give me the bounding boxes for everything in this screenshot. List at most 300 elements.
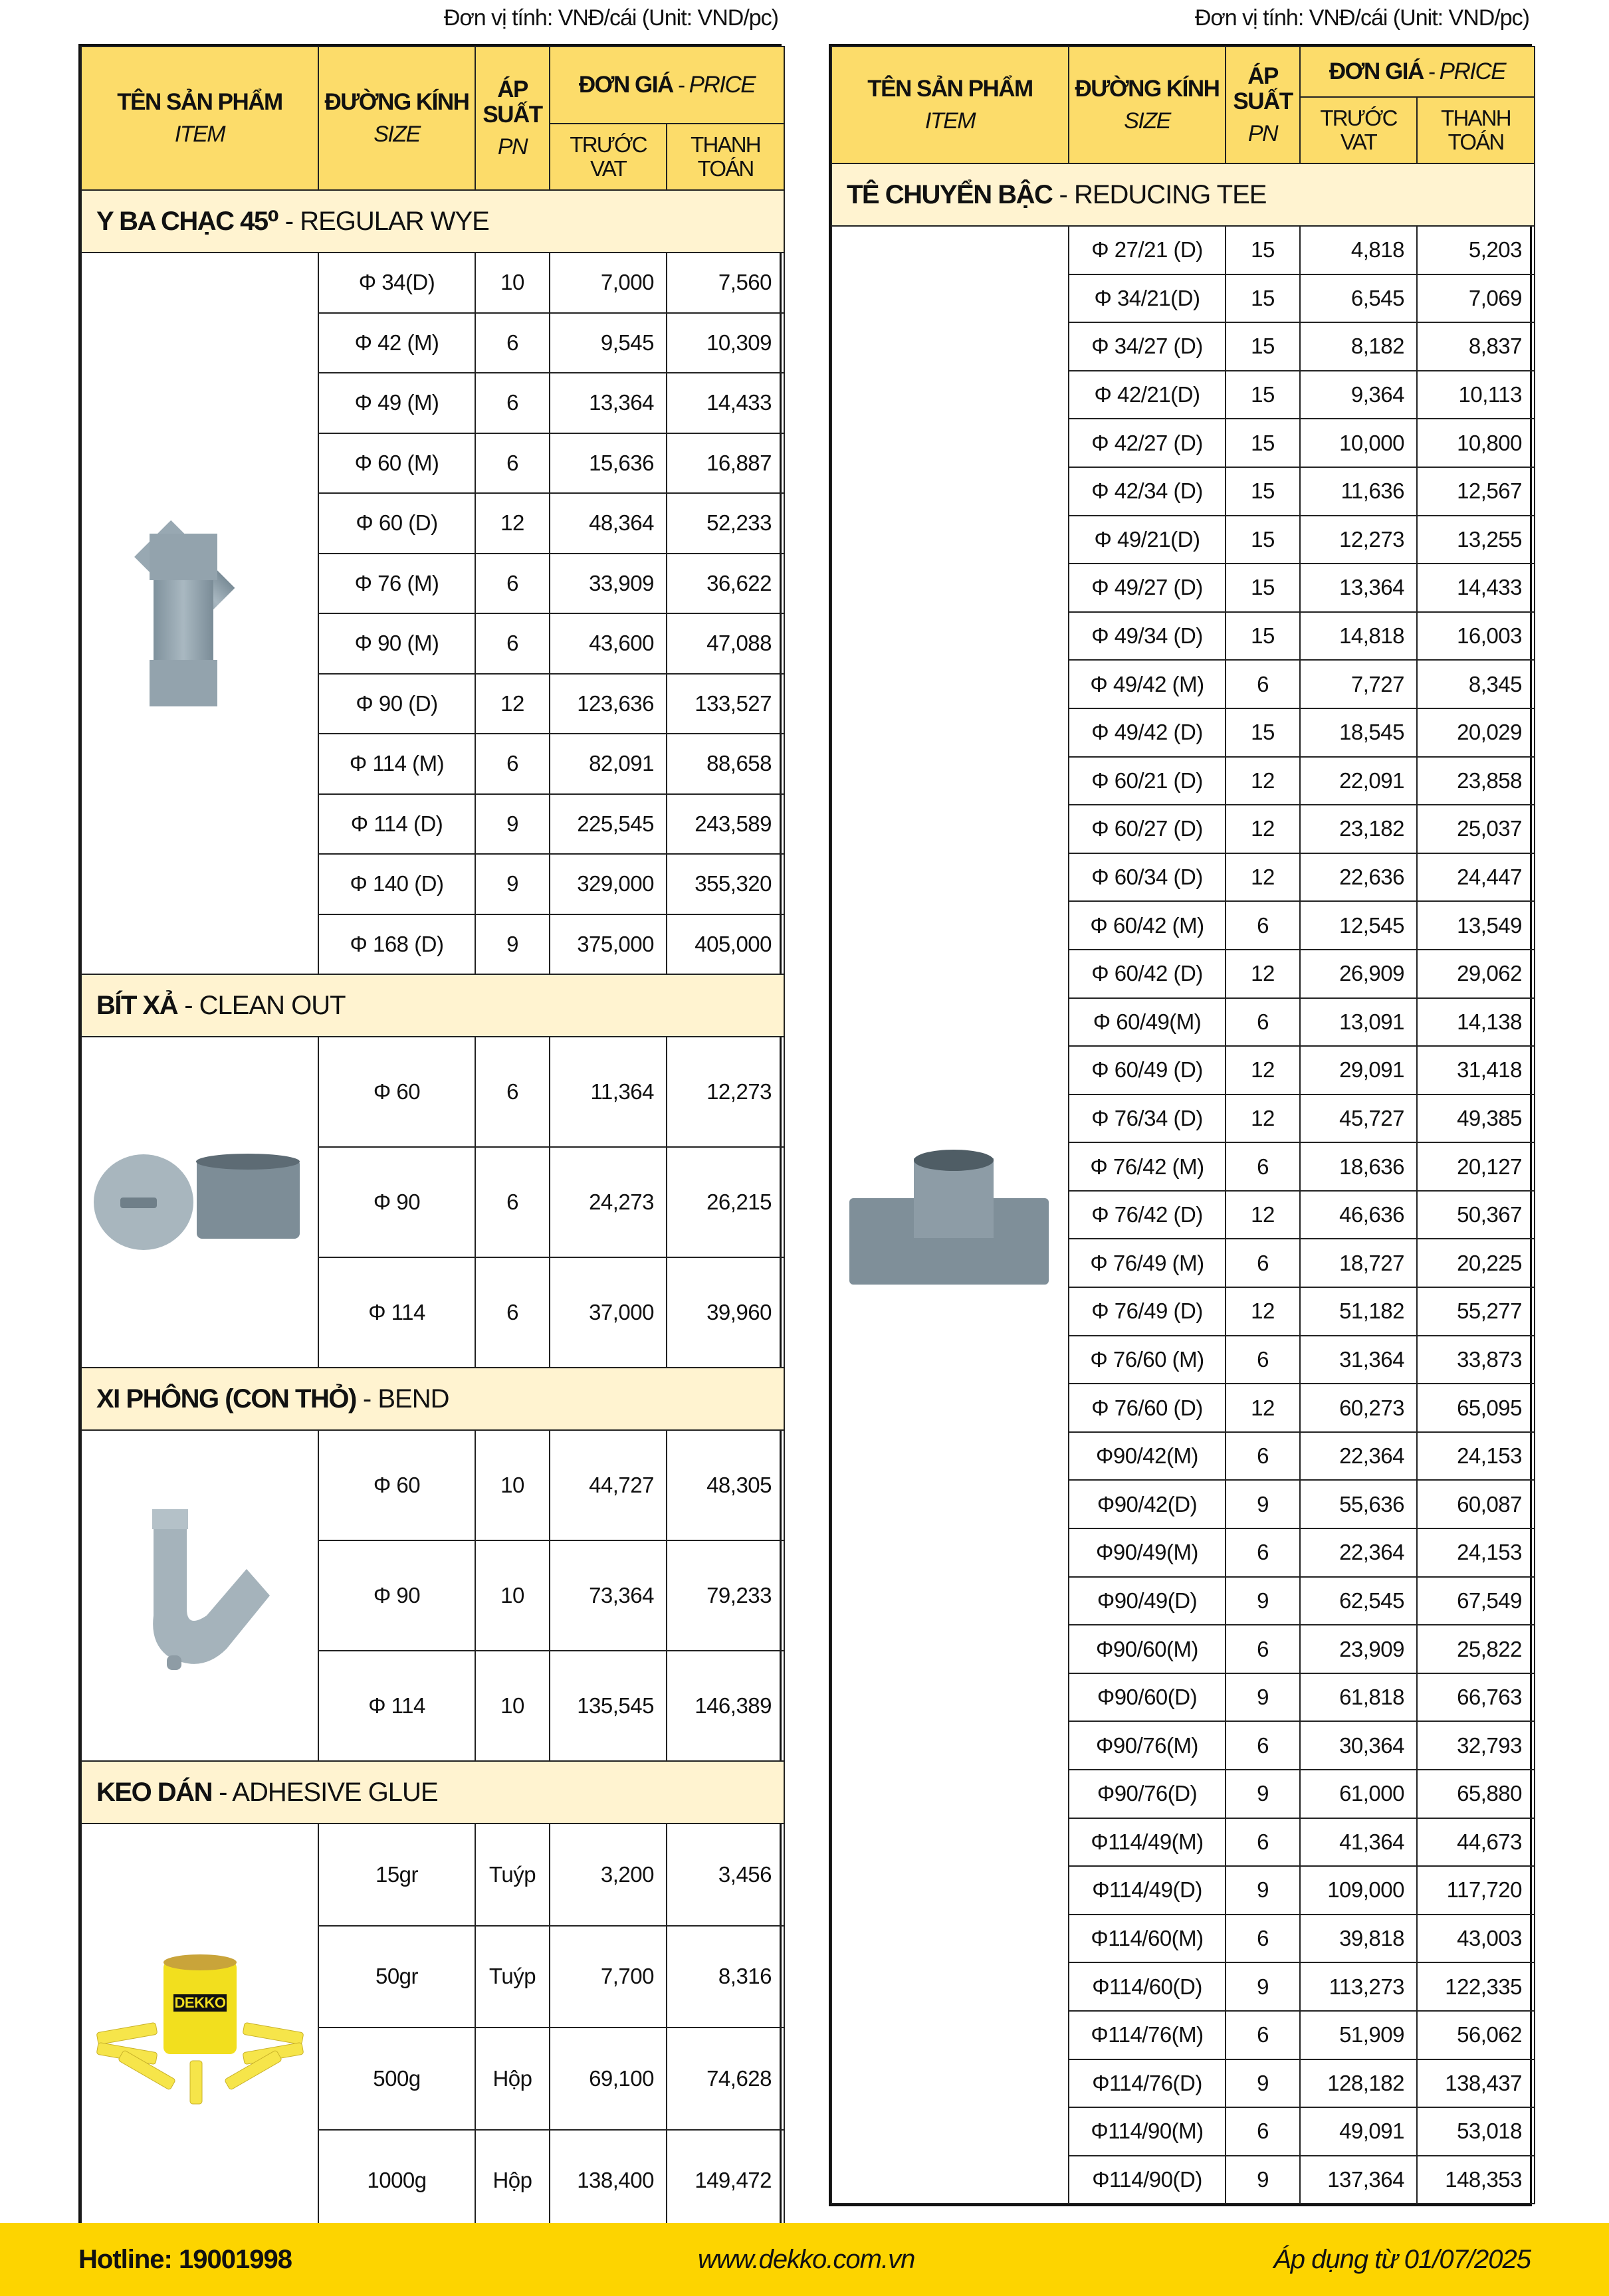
size-cell: Φ90/42(M) (1069, 1432, 1226, 1481)
price-payment-cell: 10,309 (667, 313, 784, 373)
price-before-vat-cell: 22,364 (1300, 1432, 1417, 1481)
price-before-vat-cell: 41,364 (1300, 1818, 1417, 1867)
price-before-vat-cell: 44,727 (550, 1430, 667, 1540)
section-header (81, 190, 784, 253)
price-before-vat-cell: 33,909 (550, 554, 667, 614)
price-payment-cell: 7,069 (1417, 274, 1535, 323)
price-before-vat-cell: 37,000 (550, 1257, 667, 1368)
price-before-vat-cell: 138,400 (550, 2130, 667, 2232)
pn-cell: 6 (475, 1257, 550, 1368)
footer-bar (0, 2223, 1609, 2296)
price-payment-cell: 20,225 (1417, 1239, 1535, 1287)
price-before-vat-cell: 12,273 (1300, 516, 1417, 564)
pn-cell: Hộp (475, 2130, 550, 2232)
header-before-vat: TRƯỚC VAT (1300, 97, 1417, 163)
effective-date: Áp dụng từ 01/07/2025 (1273, 2245, 1531, 2274)
size-cell: Φ 114 (M) (318, 734, 475, 794)
size-cell: Φ 60/21 (D) (1069, 757, 1226, 805)
price-before-vat-cell: 8,182 (1300, 322, 1417, 371)
size-cell: Φ 42 (M) (318, 313, 475, 373)
section-title-en: - ADHESIVE GLUE (211, 1777, 438, 1807)
size-cell: Φ114/49(D) (1069, 1866, 1226, 1915)
size-cell: Φ 76/60 (M) (1069, 1336, 1226, 1384)
price-before-vat-cell: 12,545 (1300, 901, 1417, 950)
pn-cell: 12 (1226, 1384, 1300, 1432)
price-payment-cell: 65,095 (1417, 1384, 1535, 1432)
price-payment-cell: 52,233 (667, 493, 784, 554)
svg-text:DEKKO: DEKKO (174, 1994, 225, 2011)
price-payment-cell: 74,628 (667, 2028, 784, 2130)
size-cell: Φ 60/49(M) (1069, 998, 1226, 1047)
price-payment-cell: 88,658 (667, 734, 784, 794)
price-before-vat-cell: 43,600 (550, 613, 667, 674)
hotline: Hotline: 19001998 (78, 2245, 292, 2274)
header-item: TÊN SẢN PHẨM ITEM (831, 47, 1069, 163)
section-title-en: - REDUCING TEE (1052, 179, 1267, 209)
price-payment-cell: 355,320 (667, 854, 784, 914)
section-title-vi: BÍT XẢ (96, 990, 178, 1020)
price-payment-cell: 43,003 (1417, 1915, 1535, 1963)
price-payment-cell: 56,062 (1417, 2011, 1535, 2059)
price-before-vat-cell: 18,545 (1300, 708, 1417, 757)
pn-cell: 10 (475, 1651, 550, 1761)
table-row (81, 253, 784, 313)
size-cell: Φ 76/34 (D) (1069, 1095, 1226, 1143)
price-payment-cell: 53,018 (1417, 2107, 1535, 2156)
pn-cell: 6 (475, 373, 550, 433)
pn-cell: 9 (1226, 1673, 1300, 1722)
pn-cell: 6 (475, 433, 550, 494)
price-payment-cell: 149,472 (667, 2130, 784, 2232)
section-title-en: - REGULAR WYE (278, 207, 489, 236)
price-before-vat-cell: 55,636 (1300, 1480, 1417, 1528)
pn-cell: 9 (1226, 1866, 1300, 1915)
pn-cell: 12 (1226, 950, 1300, 998)
pn-cell: 6 (1226, 1432, 1300, 1481)
price-before-vat-cell: 62,545 (1300, 1577, 1417, 1625)
size-cell: Φ90/49(M) (1069, 1528, 1226, 1577)
price-payment-cell: 13,255 (1417, 516, 1535, 564)
size-cell: Φ 60/49 (D) (1069, 1046, 1226, 1095)
price-before-vat-cell: 109,000 (1300, 1866, 1417, 1915)
pn-cell: 15 (1226, 322, 1300, 371)
pn-cell: Tuýp (475, 1824, 550, 1926)
price-before-vat-cell: 4,818 (1300, 226, 1417, 274)
size-cell: Φ 34(D) (318, 253, 475, 313)
price-payment-cell: 33,873 (1417, 1336, 1535, 1384)
size-cell: Φ114/90(M) (1069, 2107, 1226, 2156)
header-price: ĐƠN GIÁ - PRICE (1300, 47, 1535, 97)
price-payment-cell: 12,567 (1417, 467, 1535, 516)
unit-note-left: Đơn vị tính: VNĐ/cái (Unit: VND/pc) (443, 5, 778, 31)
pn-cell: 6 (1226, 2011, 1300, 2059)
pn-cell: 12 (1226, 1095, 1300, 1143)
header-size: ĐƯỜNG KÍNH SIZE (318, 47, 475, 190)
size-cell: Φ 49/21(D) (1069, 516, 1226, 564)
pn-cell: 15 (1226, 371, 1300, 419)
price-payment-cell: 148,353 (1417, 2156, 1535, 2204)
size-cell: Φ 27/21 (D) (1069, 226, 1226, 274)
table-row (81, 1824, 784, 1926)
price-payment-cell: 146,389 (667, 1651, 784, 1761)
price-before-vat-cell: 7,727 (1300, 660, 1417, 708)
price-table-left (78, 44, 782, 2234)
price-before-vat-cell: 60,273 (1300, 1384, 1417, 1432)
pn-cell: 15 (1226, 419, 1300, 467)
pn-cell: 12 (1226, 1191, 1300, 1239)
price-payment-cell: 67,549 (1417, 1577, 1535, 1625)
price-before-vat-cell: 9,545 (550, 313, 667, 373)
price-payment-cell: 31,418 (1417, 1046, 1535, 1095)
price-table-right (829, 44, 1532, 2206)
price-before-vat-cell: 23,909 (1300, 1625, 1417, 1673)
price-payment-cell: 25,822 (1417, 1625, 1535, 1673)
price-before-vat-cell: 26,909 (1300, 950, 1417, 998)
section-title-vi: TÊ CHUYỂN BẬC (847, 179, 1053, 209)
pn-cell: 6 (1226, 1625, 1300, 1673)
size-cell: Φ 90 (318, 1540, 475, 1651)
section-header (831, 163, 1535, 226)
price-payment-cell: 65,880 (1417, 1770, 1535, 1818)
size-cell: Φ 76 (M) (318, 554, 475, 614)
size-cell: Φ 76/42 (M) (1069, 1142, 1226, 1191)
price-payment-cell: 10,800 (1417, 419, 1535, 467)
pn-cell: 12 (1226, 853, 1300, 902)
size-cell: Φ114/90(D) (1069, 2156, 1226, 2204)
bend-image (81, 1430, 318, 1761)
pn-cell: 15 (1226, 708, 1300, 757)
price-before-vat-cell: 29,091 (1300, 1046, 1417, 1095)
size-cell: Φ 76/42 (D) (1069, 1191, 1226, 1239)
size-cell: Φ90/49(D) (1069, 1577, 1226, 1625)
size-cell: Φ 76/49 (D) (1069, 1287, 1226, 1336)
size-cell: Φ 60 (M) (318, 433, 475, 494)
price-payment-cell: 138,437 (1417, 2059, 1535, 2108)
header-pressure: ÁP SUẤT PN (1226, 47, 1300, 163)
pn-cell: 15 (1226, 612, 1300, 661)
section-title-en: - BEND (356, 1384, 449, 1413)
price-payment-cell: 8,316 (667, 1926, 784, 2028)
size-cell: Φ90/76(M) (1069, 1721, 1226, 1770)
pn-cell: 10 (475, 253, 550, 313)
price-before-vat-cell: 225,545 (550, 794, 667, 855)
price-payment-cell: 48,305 (667, 1430, 784, 1540)
pn-cell: 6 (475, 1147, 550, 1257)
size-cell: Φ 76/60 (D) (1069, 1384, 1226, 1432)
price-before-vat-cell: 31,364 (1300, 1336, 1417, 1384)
price-payment-cell: 5,203 (1417, 226, 1535, 274)
price-before-vat-cell: 24,273 (550, 1147, 667, 1257)
header-payment: THANH TOÁN (1417, 97, 1535, 163)
size-cell: Φ 90 (D) (318, 674, 475, 734)
price-before-vat-cell: 18,636 (1300, 1142, 1417, 1191)
price-before-vat-cell: 69,100 (550, 2028, 667, 2130)
price-payment-cell: 49,385 (1417, 1095, 1535, 1143)
size-cell: Φ 34/27 (D) (1069, 322, 1226, 371)
section-header (81, 1761, 784, 1824)
pn-cell: Tuýp (475, 1926, 550, 2028)
header-payment: THANH TOÁN (667, 124, 784, 190)
header-before-vat: TRƯỚC VAT (550, 124, 667, 190)
size-cell: Φ 34/21(D) (1069, 274, 1226, 323)
clean-out-image (81, 1037, 318, 1368)
price-before-vat-cell: 22,636 (1300, 853, 1417, 902)
price-payment-cell: 55,277 (1417, 1287, 1535, 1336)
price-before-vat-cell: 22,364 (1300, 1528, 1417, 1577)
price-before-vat-cell: 61,818 (1300, 1673, 1417, 1722)
price-before-vat-cell: 13,364 (550, 373, 667, 433)
price-payment-cell: 25,037 (1417, 805, 1535, 853)
pn-cell: 12 (475, 493, 550, 554)
pn-cell: 15 (1226, 226, 1300, 274)
price-before-vat-cell: 375,000 (550, 914, 667, 975)
price-before-vat-cell: 10,000 (1300, 419, 1417, 467)
pn-cell: 6 (1226, 1721, 1300, 1770)
price-payment-cell: 20,127 (1417, 1142, 1535, 1191)
price-before-vat-cell: 13,091 (1300, 998, 1417, 1047)
pn-cell: 6 (1226, 998, 1300, 1047)
pn-cell: 6 (1226, 1528, 1300, 1577)
size-cell: Φ90/60(D) (1069, 1673, 1226, 1722)
size-cell: Φ90/42(D) (1069, 1480, 1226, 1528)
pn-cell: 12 (475, 674, 550, 734)
size-cell: 50gr (318, 1926, 475, 2028)
price-before-vat-cell: 14,818 (1300, 612, 1417, 661)
price-payment-cell: 16,887 (667, 433, 784, 494)
table-row (831, 226, 1535, 274)
price-payment-cell: 3,456 (667, 1824, 784, 1926)
size-cell: Φ 168 (D) (318, 914, 475, 975)
pn-cell: 12 (1226, 805, 1300, 853)
price-payment-cell: 50,367 (1417, 1191, 1535, 1239)
price-before-vat-cell: 128,182 (1300, 2059, 1417, 2108)
regular-wye-image (81, 253, 318, 974)
pn-cell: 12 (1226, 1046, 1300, 1095)
size-cell: Φ 60 (318, 1430, 475, 1540)
price-before-vat-cell: 45,727 (1300, 1095, 1417, 1143)
pn-cell: 9 (475, 794, 550, 855)
size-cell: Φ 42/34 (D) (1069, 467, 1226, 516)
size-cell: Φ 42/27 (D) (1069, 419, 1226, 467)
price-before-vat-cell: 22,091 (1300, 757, 1417, 805)
pn-cell: 9 (1226, 2156, 1300, 2204)
reducing-tee-image (831, 226, 1069, 2204)
price-payment-cell: 47,088 (667, 613, 784, 674)
price-before-vat-cell: 135,545 (550, 1651, 667, 1761)
size-cell: Φ114/76(M) (1069, 2011, 1226, 2059)
price-payment-cell: 29,062 (1417, 950, 1535, 998)
price-payment-cell: 8,837 (1417, 322, 1535, 371)
price-before-vat-cell: 9,364 (1300, 371, 1417, 419)
price-payment-cell: 13,549 (1417, 901, 1535, 950)
price-before-vat-cell: 3,200 (550, 1824, 667, 1926)
price-before-vat-cell: 6,545 (1300, 274, 1417, 323)
pn-cell: 15 (1226, 467, 1300, 516)
price-payment-cell: 10,113 (1417, 371, 1535, 419)
section-title-en: - CLEAN OUT (177, 990, 346, 1020)
price-before-vat-cell: 73,364 (550, 1540, 667, 1651)
size-cell: Φ 49/42 (D) (1069, 708, 1226, 757)
price-before-vat-cell: 82,091 (550, 734, 667, 794)
table-row (81, 1430, 784, 1540)
pn-cell: 12 (1226, 1287, 1300, 1336)
size-cell: Φ90/60(M) (1069, 1625, 1226, 1673)
table-row (81, 1037, 784, 1147)
price-payment-cell: 23,858 (1417, 757, 1535, 805)
header-pressure: ÁP SUẤT PN (475, 47, 550, 190)
price-payment-cell: 243,589 (667, 794, 784, 855)
price-payment-cell: 122,335 (1417, 1962, 1535, 2011)
price-payment-cell: 12,273 (667, 1037, 784, 1147)
price-before-vat-cell: 61,000 (1300, 1770, 1417, 1818)
price-payment-cell: 32,793 (1417, 1721, 1535, 1770)
pn-cell: 10 (475, 1540, 550, 1651)
adhesive-glue-image (81, 1824, 318, 2232)
section-header (81, 974, 784, 1037)
pn-cell: 6 (1226, 1336, 1300, 1384)
size-cell: Φ 49/27 (D) (1069, 564, 1226, 612)
size-cell: Φ 60/42 (M) (1069, 901, 1226, 950)
table-header (831, 47, 1535, 163)
pn-cell: 9 (475, 854, 550, 914)
price-payment-cell: 66,763 (1417, 1673, 1535, 1722)
price-payment-cell: 14,433 (1417, 564, 1535, 612)
price-before-vat-cell: 49,091 (1300, 2107, 1417, 2156)
price-before-vat-cell: 46,636 (1300, 1191, 1417, 1239)
pn-cell: 9 (1226, 1480, 1300, 1528)
price-payment-cell: 24,153 (1417, 1528, 1535, 1577)
size-cell: Φ 60 (D) (318, 493, 475, 554)
price-before-vat-cell: 23,182 (1300, 805, 1417, 853)
price-before-vat-cell: 30,364 (1300, 1721, 1417, 1770)
pn-cell: 6 (475, 1037, 550, 1147)
size-cell: Φ 49 (M) (318, 373, 475, 433)
website-link[interactable]: www.dekko.com.vn (698, 2245, 915, 2274)
pn-cell: 9 (475, 914, 550, 975)
pn-cell: 6 (475, 613, 550, 674)
price-payment-cell: 36,622 (667, 554, 784, 614)
price-before-vat-cell: 137,364 (1300, 2156, 1417, 2204)
size-cell: Φ90/76(D) (1069, 1770, 1226, 1818)
size-cell: Φ114/60(D) (1069, 1962, 1226, 2011)
pn-cell: 6 (475, 734, 550, 794)
price-before-vat-cell: 39,818 (1300, 1915, 1417, 1963)
price-payment-cell: 60,087 (1417, 1480, 1535, 1528)
price-before-vat-cell: 51,182 (1300, 1287, 1417, 1336)
pn-cell: 6 (1226, 1142, 1300, 1191)
pn-cell: 15 (1226, 274, 1300, 323)
price-before-vat-cell: 7,000 (550, 253, 667, 313)
price-payment-cell: 117,720 (1417, 1866, 1535, 1915)
section-title-vi: XI PHÔNG (CON THỎ) (96, 1384, 356, 1413)
pn-cell: 6 (1226, 1818, 1300, 1867)
header-item: TÊN SẢN PHẨM ITEM (81, 47, 318, 190)
size-cell: Φ 76/49 (M) (1069, 1239, 1226, 1287)
size-cell: Φ114/60(M) (1069, 1915, 1226, 1963)
price-before-vat-cell: 11,364 (550, 1037, 667, 1147)
size-cell: Φ 60/42 (D) (1069, 950, 1226, 998)
price-payment-cell: 24,447 (1417, 853, 1535, 902)
price-payment-cell: 44,673 (1417, 1818, 1535, 1867)
pn-cell: 6 (475, 313, 550, 373)
price-payment-cell: 8,345 (1417, 660, 1535, 708)
pn-cell: 9 (1226, 1577, 1300, 1625)
price-payment-cell: 26,215 (667, 1147, 784, 1257)
size-cell: Φ 140 (D) (318, 854, 475, 914)
pn-cell: 12 (1226, 757, 1300, 805)
size-cell: Φ114/76(D) (1069, 2059, 1226, 2108)
price-payment-cell: 14,138 (1417, 998, 1535, 1047)
price-before-vat-cell: 329,000 (550, 854, 667, 914)
pn-cell: 10 (475, 1430, 550, 1540)
price-payment-cell: 133,527 (667, 674, 784, 734)
section-title-vi: Y BA CHẠC 45⁰ (96, 207, 278, 236)
table-header (81, 47, 784, 190)
price-payment-cell: 79,233 (667, 1540, 784, 1651)
size-cell: Φ 60 (318, 1037, 475, 1147)
price-before-vat-cell: 13,364 (1300, 564, 1417, 612)
section-header (81, 1368, 784, 1430)
size-cell: Φ 114 (318, 1651, 475, 1761)
pn-cell: 6 (1226, 2107, 1300, 2156)
size-cell: Φ 114 (318, 1257, 475, 1368)
header-price: ĐƠN GIÁ - PRICE (550, 47, 784, 124)
size-cell: Φ 114 (D) (318, 794, 475, 855)
price-payment-cell: 24,153 (1417, 1432, 1535, 1481)
price-payment-cell: 20,029 (1417, 708, 1535, 757)
price-payment-cell: 7,560 (667, 253, 784, 313)
size-cell: Φ 90 (318, 1147, 475, 1257)
price-before-vat-cell: 113,273 (1300, 1962, 1417, 2011)
pn-cell: 9 (1226, 2059, 1300, 2108)
pn-cell: 6 (1226, 1239, 1300, 1287)
price-payment-cell: 39,960 (667, 1257, 784, 1368)
pn-cell: 6 (475, 554, 550, 614)
size-cell: 1000g (318, 2130, 475, 2232)
price-before-vat-cell: 51,909 (1300, 2011, 1417, 2059)
price-before-vat-cell: 15,636 (550, 433, 667, 494)
pn-cell: Hộp (475, 2028, 550, 2130)
price-before-vat-cell: 48,364 (550, 493, 667, 554)
size-cell: Φ 49/42 (M) (1069, 660, 1226, 708)
pn-cell: 9 (1226, 1962, 1300, 2011)
header-size: ĐƯỜNG KÍNH SIZE (1069, 47, 1226, 163)
price-before-vat-cell: 7,700 (550, 1926, 667, 2028)
section-title-vi: KEO DÁN (96, 1777, 212, 1807)
unit-note-right: Đơn vị tính: VNĐ/cái (Unit: VND/pc) (1194, 5, 1529, 31)
price-before-vat-cell: 123,636 (550, 674, 667, 734)
pn-cell: 6 (1226, 1915, 1300, 1963)
size-cell: 15gr (318, 1824, 475, 1926)
price-before-vat-cell: 11,636 (1300, 467, 1417, 516)
pn-cell: 6 (1226, 901, 1300, 950)
price-payment-cell: 14,433 (667, 373, 784, 433)
size-cell: Φ 60/34 (D) (1069, 853, 1226, 902)
pn-cell: 15 (1226, 564, 1300, 612)
pn-cell: 15 (1226, 516, 1300, 564)
price-payment-cell: 16,003 (1417, 612, 1535, 661)
pn-cell: 9 (1226, 1770, 1300, 1818)
price-payment-cell: 405,000 (667, 914, 784, 975)
size-cell: Φ 90 (M) (318, 613, 475, 674)
size-cell: 500g (318, 2028, 475, 2130)
price-before-vat-cell: 18,727 (1300, 1239, 1417, 1287)
size-cell: Φ 60/27 (D) (1069, 805, 1226, 853)
pn-cell: 6 (1226, 660, 1300, 708)
size-cell: Φ 49/34 (D) (1069, 612, 1226, 661)
size-cell: Φ 42/21(D) (1069, 371, 1226, 419)
size-cell: Φ114/49(M) (1069, 1818, 1226, 1867)
